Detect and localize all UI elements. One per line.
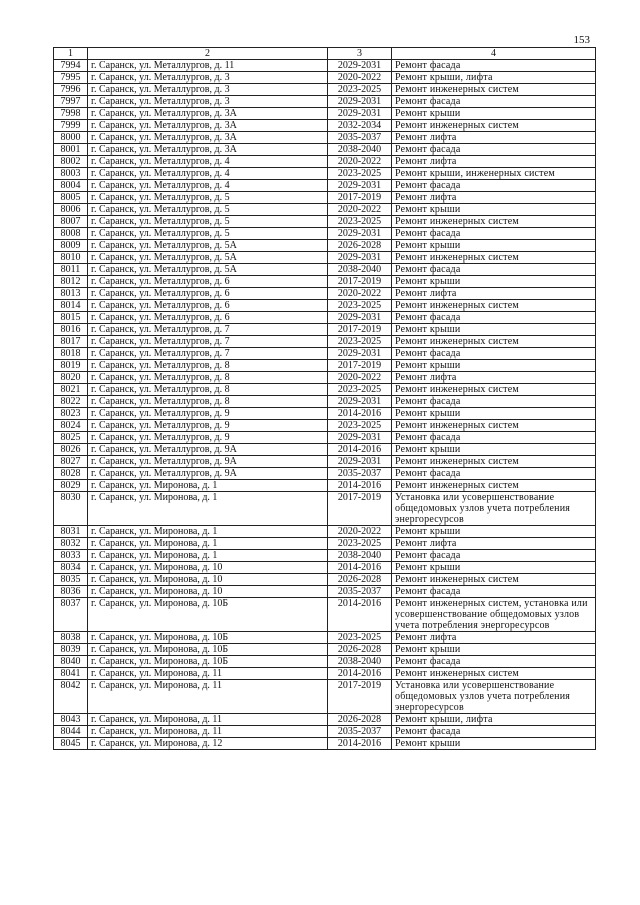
row-number-cell: 8000 bbox=[54, 132, 88, 144]
row-number-cell: 8045 bbox=[54, 738, 88, 750]
work-type-cell: Ремонт инженерных систем, установка или усовершенствование общедомовых узлов учета потребления энергоресурсов bbox=[392, 598, 596, 632]
table-row bbox=[54, 168, 596, 180]
table-row bbox=[54, 526, 596, 538]
row-number-cell: 7994 bbox=[54, 60, 88, 72]
period-cell: 2026-2028 bbox=[328, 644, 392, 656]
table-row bbox=[54, 644, 596, 656]
period-cell: 2038-2040 bbox=[328, 264, 392, 276]
period-cell: 2029-2031 bbox=[328, 312, 392, 324]
row-number-cell: 8012 bbox=[54, 276, 88, 288]
table-row bbox=[54, 550, 596, 562]
row-number-cell: 8020 bbox=[54, 372, 88, 384]
row-number-cell: 8003 bbox=[54, 168, 88, 180]
table-row bbox=[54, 468, 596, 480]
table-row bbox=[54, 216, 596, 228]
work-type-cell: Ремонт лифта bbox=[392, 288, 596, 300]
period-cell: 2017-2019 bbox=[328, 324, 392, 336]
address-cell: г. Саранск, ул. Металлургов, д. 5А bbox=[88, 264, 328, 276]
work-type-cell: Ремонт инженерных систем bbox=[392, 456, 596, 468]
work-type-cell: Ремонт инженерных систем bbox=[392, 84, 596, 96]
row-number-cell: 8043 bbox=[54, 714, 88, 726]
work-type-cell: Ремонт крыши bbox=[392, 444, 596, 456]
period-cell: 2032-2034 bbox=[328, 120, 392, 132]
row-number-cell: 7998 bbox=[54, 108, 88, 120]
row-number-cell: 8041 bbox=[54, 668, 88, 680]
table-row bbox=[54, 668, 596, 680]
period-cell: 2038-2040 bbox=[328, 550, 392, 562]
period-cell: 2038-2040 bbox=[328, 144, 392, 156]
table-row bbox=[54, 714, 596, 726]
table-body bbox=[54, 60, 596, 750]
address-cell: г. Саранск, ул. Металлургов, д. 3 bbox=[88, 84, 328, 96]
period-cell: 2023-2025 bbox=[328, 168, 392, 180]
address-cell: г. Саранск, ул. Миронова, д. 1 bbox=[88, 526, 328, 538]
address-cell: г. Саранск, ул. Металлургов, д. 5 bbox=[88, 204, 328, 216]
table-row bbox=[54, 240, 596, 252]
row-number-cell: 8001 bbox=[54, 144, 88, 156]
table-row bbox=[54, 384, 596, 396]
address-cell: г. Саранск, ул. Металлургов, д. 4 bbox=[88, 168, 328, 180]
address-cell: г. Саранск, ул. Металлургов, д. 9 bbox=[88, 420, 328, 432]
period-cell: 2014-2016 bbox=[328, 668, 392, 680]
row-number-cell: 8023 bbox=[54, 408, 88, 420]
period-cell: 2017-2019 bbox=[328, 360, 392, 372]
period-cell: 2023-2025 bbox=[328, 216, 392, 228]
work-type-cell: Ремонт фасада bbox=[392, 228, 596, 240]
row-number-cell: 8038 bbox=[54, 632, 88, 644]
work-type-cell: Ремонт крыши bbox=[392, 738, 596, 750]
table-row bbox=[54, 108, 596, 120]
period-cell: 2020-2022 bbox=[328, 372, 392, 384]
column-header-address: 2 bbox=[88, 48, 328, 60]
table-row bbox=[54, 538, 596, 550]
period-cell: 2023-2025 bbox=[328, 538, 392, 550]
row-number-cell: 8029 bbox=[54, 480, 88, 492]
period-cell: 2029-2031 bbox=[328, 180, 392, 192]
table-row bbox=[54, 586, 596, 598]
work-type-cell: Ремонт фасада bbox=[392, 726, 596, 738]
table-header-row bbox=[54, 48, 596, 60]
row-number-cell: 8009 bbox=[54, 240, 88, 252]
period-cell: 2014-2016 bbox=[328, 562, 392, 574]
table-row bbox=[54, 372, 596, 384]
address-cell: г. Саранск, ул. Металлургов, д. 3 bbox=[88, 96, 328, 108]
period-cell: 2029-2031 bbox=[328, 108, 392, 120]
period-cell: 2014-2016 bbox=[328, 738, 392, 750]
table-row bbox=[54, 96, 596, 108]
address-cell: г. Саранск, ул. Металлургов, д. 7 bbox=[88, 348, 328, 360]
row-number-cell: 8004 bbox=[54, 180, 88, 192]
period-cell: 2020-2022 bbox=[328, 72, 392, 84]
row-number-cell: 8013 bbox=[54, 288, 88, 300]
work-type-cell: Ремонт фасада bbox=[392, 264, 596, 276]
period-cell: 2014-2016 bbox=[328, 480, 392, 492]
table-row bbox=[54, 72, 596, 84]
period-cell: 2020-2022 bbox=[328, 526, 392, 538]
period-cell: 2023-2025 bbox=[328, 300, 392, 312]
row-number-cell: 8037 bbox=[54, 598, 88, 632]
address-cell: г. Саранск, ул. Металлургов, д. 4 bbox=[88, 156, 328, 168]
address-cell: г. Саранск, ул. Металлургов, д. 5 bbox=[88, 228, 328, 240]
period-cell: 2029-2031 bbox=[328, 252, 392, 264]
work-type-cell: Ремонт инженерных систем bbox=[392, 252, 596, 264]
period-cell: 2035-2037 bbox=[328, 586, 392, 598]
work-type-cell: Ремонт лифта bbox=[392, 372, 596, 384]
address-cell: г. Саранск, ул. Металлургов, д. 8 bbox=[88, 396, 328, 408]
work-type-cell: Ремонт крыши bbox=[392, 204, 596, 216]
column-header-work: 4 bbox=[392, 48, 596, 60]
registry-table bbox=[53, 47, 596, 750]
work-type-cell: Ремонт инженерных систем bbox=[392, 574, 596, 586]
period-cell: 2014-2016 bbox=[328, 444, 392, 456]
work-type-cell: Ремонт крыши bbox=[392, 526, 596, 538]
work-type-cell: Установка или усовершенствование общедомовых узлов учета потребления энергоресурсов bbox=[392, 492, 596, 526]
address-cell: г. Саранск, ул. Миронова, д. 12 bbox=[88, 738, 328, 750]
work-type-cell: Ремонт лифта bbox=[392, 132, 596, 144]
period-cell: 2035-2037 bbox=[328, 132, 392, 144]
row-number-cell: 8021 bbox=[54, 384, 88, 396]
row-number-cell: 7999 bbox=[54, 120, 88, 132]
table-row bbox=[54, 288, 596, 300]
work-type-cell: Ремонт инженерных систем bbox=[392, 120, 596, 132]
address-cell: г. Саранск, ул. Миронова, д. 10Б bbox=[88, 656, 328, 668]
work-type-cell: Ремонт фасада bbox=[392, 396, 596, 408]
address-cell: г. Саранск, ул. Металлургов, д. 7 bbox=[88, 336, 328, 348]
period-cell: 2026-2028 bbox=[328, 574, 392, 586]
work-type-cell: Ремонт крыши bbox=[392, 240, 596, 252]
work-type-cell: Ремонт инженерных систем bbox=[392, 300, 596, 312]
table-row bbox=[54, 656, 596, 668]
period-cell: 2017-2019 bbox=[328, 192, 392, 204]
work-type-cell: Ремонт фасада bbox=[392, 348, 596, 360]
row-number-cell: 7996 bbox=[54, 84, 88, 96]
row-number-cell: 8030 bbox=[54, 492, 88, 526]
period-cell: 2029-2031 bbox=[328, 396, 392, 408]
period-cell: 2020-2022 bbox=[328, 156, 392, 168]
address-cell: г. Саранск, ул. Металлургов, д. 3А bbox=[88, 144, 328, 156]
work-type-cell: Ремонт крыши, инженерных систем bbox=[392, 168, 596, 180]
address-cell: г. Саранск, ул. Металлургов, д. 6 bbox=[88, 312, 328, 324]
work-type-cell: Ремонт фасада bbox=[392, 144, 596, 156]
work-type-cell: Ремонт крыши bbox=[392, 324, 596, 336]
table-row bbox=[54, 348, 596, 360]
row-number-cell: 8035 bbox=[54, 574, 88, 586]
address-cell: г. Саранск, ул. Миронова, д. 10Б bbox=[88, 632, 328, 644]
period-cell: 2020-2022 bbox=[328, 204, 392, 216]
row-number-cell: 8034 bbox=[54, 562, 88, 574]
work-type-cell: Установка или усовершенствование общедомовых узлов учета потребления энергоресурсов bbox=[392, 680, 596, 714]
row-number-cell: 7997 bbox=[54, 96, 88, 108]
work-type-cell: Ремонт лифта bbox=[392, 192, 596, 204]
period-cell: 2035-2037 bbox=[328, 726, 392, 738]
address-cell: г. Саранск, ул. Металлургов, д. 8 bbox=[88, 360, 328, 372]
address-cell: г. Саранск, ул. Миронова, д. 11 bbox=[88, 714, 328, 726]
row-number-cell: 8018 bbox=[54, 348, 88, 360]
work-type-cell: Ремонт крыши bbox=[392, 562, 596, 574]
table-row bbox=[54, 574, 596, 586]
work-type-cell: Ремонт крыши bbox=[392, 644, 596, 656]
address-cell: г. Саранск, ул. Металлургов, д. 5 bbox=[88, 192, 328, 204]
period-cell: 2023-2025 bbox=[328, 84, 392, 96]
row-number-cell: 8024 bbox=[54, 420, 88, 432]
table-row bbox=[54, 84, 596, 96]
address-cell: г. Саранск, ул. Миронова, д. 11 bbox=[88, 668, 328, 680]
table-row bbox=[54, 492, 596, 526]
address-cell: г. Саранск, ул. Миронова, д. 11 bbox=[88, 680, 328, 714]
table-row bbox=[54, 228, 596, 240]
table-row bbox=[54, 192, 596, 204]
work-type-cell: Ремонт инженерных систем bbox=[392, 336, 596, 348]
table-row bbox=[54, 336, 596, 348]
table-row bbox=[54, 444, 596, 456]
address-cell: г. Саранск, ул. Металлургов, д. 8 bbox=[88, 372, 328, 384]
row-number-cell: 8010 bbox=[54, 252, 88, 264]
table-row bbox=[54, 180, 596, 192]
table-row bbox=[54, 598, 596, 632]
work-type-cell: Ремонт фасада bbox=[392, 550, 596, 562]
column-header-number: 1 bbox=[54, 48, 88, 60]
work-type-cell: Ремонт инженерных систем bbox=[392, 420, 596, 432]
work-type-cell: Ремонт фасада bbox=[392, 60, 596, 72]
page-number: 153 bbox=[573, 34, 590, 46]
table-row bbox=[54, 204, 596, 216]
period-cell: 2029-2031 bbox=[328, 456, 392, 468]
address-cell: г. Саранск, ул. Миронова, д. 10 bbox=[88, 574, 328, 586]
work-type-cell: Ремонт фасада bbox=[392, 586, 596, 598]
table-row bbox=[54, 632, 596, 644]
address-cell: г. Саранск, ул. Металлургов, д. 4 bbox=[88, 180, 328, 192]
table-row bbox=[54, 456, 596, 468]
period-cell: 2038-2040 bbox=[328, 656, 392, 668]
period-cell: 2017-2019 bbox=[328, 680, 392, 714]
row-number-cell: 8033 bbox=[54, 550, 88, 562]
period-cell: 2014-2016 bbox=[328, 408, 392, 420]
address-cell: г. Саранск, ул. Миронова, д. 10 bbox=[88, 562, 328, 574]
address-cell: г. Саранск, ул. Миронова, д. 1 bbox=[88, 492, 328, 526]
row-number-cell: 8039 bbox=[54, 644, 88, 656]
work-type-cell: Ремонт фасада bbox=[392, 432, 596, 444]
table-row bbox=[54, 300, 596, 312]
period-cell: 2029-2031 bbox=[328, 348, 392, 360]
period-cell: 2026-2028 bbox=[328, 240, 392, 252]
table-row bbox=[54, 324, 596, 336]
period-cell: 2029-2031 bbox=[328, 228, 392, 240]
period-cell: 2029-2031 bbox=[328, 60, 392, 72]
address-cell: г. Саранск, ул. Металлургов, д. 5А bbox=[88, 252, 328, 264]
row-number-cell: 8022 bbox=[54, 396, 88, 408]
address-cell: г. Саранск, ул. Миронова, д. 10Б bbox=[88, 598, 328, 632]
table-row bbox=[54, 432, 596, 444]
table-row bbox=[54, 420, 596, 432]
address-cell: г. Саранск, ул. Миронова, д. 11 bbox=[88, 726, 328, 738]
table-row bbox=[54, 252, 596, 264]
work-type-cell: Ремонт фасада bbox=[392, 312, 596, 324]
period-cell: 2023-2025 bbox=[328, 420, 392, 432]
row-number-cell: 8005 bbox=[54, 192, 88, 204]
table-row bbox=[54, 562, 596, 574]
table-row bbox=[54, 144, 596, 156]
row-number-cell: 8031 bbox=[54, 526, 88, 538]
period-cell: 2017-2019 bbox=[328, 492, 392, 526]
period-cell: 2029-2031 bbox=[328, 96, 392, 108]
address-cell: г. Саранск, ул. Металлургов, д. 9 bbox=[88, 432, 328, 444]
address-cell: г. Саранск, ул. Металлургов, д. 11 bbox=[88, 60, 328, 72]
row-number-cell: 8042 bbox=[54, 680, 88, 714]
work-type-cell: Ремонт инженерных систем bbox=[392, 668, 596, 680]
address-cell: г. Саранск, ул. Металлургов, д. 9А bbox=[88, 468, 328, 480]
address-cell: г. Саранск, ул. Металлургов, д. 5А bbox=[88, 240, 328, 252]
table-row bbox=[54, 396, 596, 408]
row-number-cell: 8008 bbox=[54, 228, 88, 240]
work-type-cell: Ремонт крыши bbox=[392, 360, 596, 372]
work-type-cell: Ремонт инженерных систем bbox=[392, 384, 596, 396]
table-row bbox=[54, 132, 596, 144]
row-number-cell: 8040 bbox=[54, 656, 88, 668]
row-number-cell: 8011 bbox=[54, 264, 88, 276]
period-cell: 2026-2028 bbox=[328, 714, 392, 726]
work-type-cell: Ремонт фасада bbox=[392, 468, 596, 480]
address-cell: г. Саранск, ул. Миронова, д. 1 bbox=[88, 480, 328, 492]
address-cell: г. Саранск, ул. Металлургов, д. 3А bbox=[88, 108, 328, 120]
address-cell: г. Саранск, ул. Металлургов, д. 3 bbox=[88, 72, 328, 84]
row-number-cell: 8006 bbox=[54, 204, 88, 216]
work-type-cell: Ремонт крыши bbox=[392, 408, 596, 420]
row-number-cell: 8025 bbox=[54, 432, 88, 444]
work-type-cell: Ремонт лифта bbox=[392, 538, 596, 550]
row-number-cell: 8017 bbox=[54, 336, 88, 348]
table-row bbox=[54, 408, 596, 420]
work-type-cell: Ремонт лифта bbox=[392, 632, 596, 644]
table-row bbox=[54, 360, 596, 372]
row-number-cell: 8019 bbox=[54, 360, 88, 372]
work-type-cell: Ремонт фасада bbox=[392, 656, 596, 668]
work-type-cell: Ремонт лифта bbox=[392, 156, 596, 168]
row-number-cell: 8026 bbox=[54, 444, 88, 456]
address-cell: г. Саранск, ул. Миронова, д. 10Б bbox=[88, 644, 328, 656]
address-cell: г. Саранск, ул. Металлургов, д. 6 bbox=[88, 288, 328, 300]
address-cell: г. Саранск, ул. Металлургов, д. 5 bbox=[88, 216, 328, 228]
work-type-cell: Ремонт крыши, лифта bbox=[392, 714, 596, 726]
period-cell: 2023-2025 bbox=[328, 384, 392, 396]
address-cell: г. Саранск, ул. Металлургов, д. 8 bbox=[88, 384, 328, 396]
address-cell: г. Саранск, ул. Миронова, д. 10 bbox=[88, 586, 328, 598]
address-cell: г. Саранск, ул. Миронова, д. 1 bbox=[88, 550, 328, 562]
row-number-cell: 8016 bbox=[54, 324, 88, 336]
period-cell: 2017-2019 bbox=[328, 276, 392, 288]
address-cell: г. Саранск, ул. Металлургов, д. 6 bbox=[88, 300, 328, 312]
period-cell: 2020-2022 bbox=[328, 288, 392, 300]
column-header-period: 3 bbox=[328, 48, 392, 60]
period-cell: 2023-2025 bbox=[328, 336, 392, 348]
row-number-cell: 8015 bbox=[54, 312, 88, 324]
table-row bbox=[54, 276, 596, 288]
address-cell: г. Саранск, ул. Металлургов, д. 3А bbox=[88, 120, 328, 132]
address-cell: г. Саранск, ул. Металлургов, д. 7 bbox=[88, 324, 328, 336]
address-cell: г. Саранск, ул. Металлургов, д. 6 bbox=[88, 276, 328, 288]
period-cell: 2029-2031 bbox=[328, 432, 392, 444]
work-type-cell: Ремонт инженерных систем bbox=[392, 216, 596, 228]
table-row bbox=[54, 726, 596, 738]
row-number-cell: 7995 bbox=[54, 72, 88, 84]
row-number-cell: 8014 bbox=[54, 300, 88, 312]
table-row bbox=[54, 156, 596, 168]
table-row bbox=[54, 312, 596, 324]
period-cell: 2035-2037 bbox=[328, 468, 392, 480]
period-cell: 2023-2025 bbox=[328, 632, 392, 644]
row-number-cell: 8028 bbox=[54, 468, 88, 480]
address-cell: г. Саранск, ул. Металлургов, д. 3А bbox=[88, 132, 328, 144]
row-number-cell: 8036 bbox=[54, 586, 88, 598]
work-type-cell: Ремонт крыши bbox=[392, 276, 596, 288]
row-number-cell: 8027 bbox=[54, 456, 88, 468]
table-row bbox=[54, 680, 596, 714]
address-cell: г. Саранск, ул. Металлургов, д. 9 bbox=[88, 408, 328, 420]
row-number-cell: 8002 bbox=[54, 156, 88, 168]
row-number-cell: 8007 bbox=[54, 216, 88, 228]
table-row bbox=[54, 264, 596, 276]
row-number-cell: 8032 bbox=[54, 538, 88, 550]
table-row bbox=[54, 738, 596, 750]
address-cell: г. Саранск, ул. Металлургов, д. 9А bbox=[88, 456, 328, 468]
address-cell: г. Саранск, ул. Металлургов, д. 9А bbox=[88, 444, 328, 456]
table-row bbox=[54, 120, 596, 132]
table-row bbox=[54, 480, 596, 492]
table-row bbox=[54, 60, 596, 72]
work-type-cell: Ремонт крыши, лифта bbox=[392, 72, 596, 84]
work-type-cell: Ремонт фасада bbox=[392, 180, 596, 192]
row-number-cell: 8044 bbox=[54, 726, 88, 738]
period-cell: 2014-2016 bbox=[328, 598, 392, 632]
work-type-cell: Ремонт фасада bbox=[392, 96, 596, 108]
address-cell: г. Саранск, ул. Миронова, д. 1 bbox=[88, 538, 328, 550]
work-type-cell: Ремонт крыши bbox=[392, 108, 596, 120]
work-type-cell: Ремонт инженерных систем bbox=[392, 480, 596, 492]
